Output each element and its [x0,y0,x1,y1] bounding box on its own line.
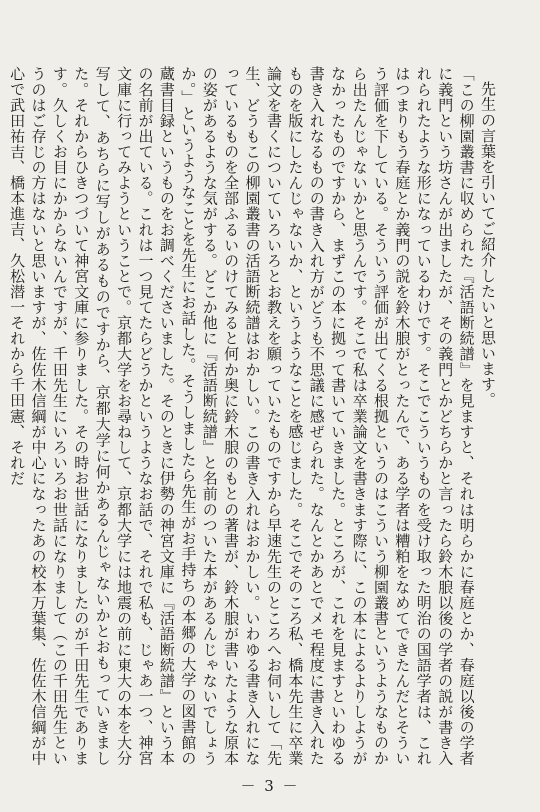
paragraph-intro: 先生の言葉を引いてご紹介したいと思います。 [479,81,497,408]
paragraph-quote: 「この柳園叢書に収められた『活語断続譜』を見ますと、それは明らかに春庭とか、春庭以後の学者に義門という坊さんが出ましたが、その義門とかどちらかと言ったら鈴木朖以後の学者の説が書き入れられたような形になっているわけです。そこでこういうものを受け取った明治の国語学者は、これはつまりもう春庭とか義門の説を鈴木朖がとったんで、ある学者は糟粕をなめてできたんだとそういう評価を下している。そういう評価が出てくる根拠というのはこういう柳園叢書というようなものから出たんじゃないかと思うんです。そこで私は卒業論文を書きます際に、この本によるよりしようがなかったものですから、まずこの本に拠って書いていきました。ところが、これを見ますといわゆる書き入れなるものの書き入れ方がどうも不思議に感ぜられた。なんとかあとでメモ程度に書き入れたものを版にしたんじゃないか、というようなことを感じました。そこでそのころ私、橋本先生に卒業論文を書くについていろいろとお教えを願っていたものですから早速先生のところへお伺いして「先生、どうもこの柳園叢書の活語断続譜はおかしい。この書き入れはおかしい。いわゆる書き入れになっているものを全部ふるいのけてみると何か奥に鈴木朖のもとの著書が、鈴木朖が書いたような原本の姿があるような気がする。どこか他に『活語断続譜』と名前のついた本があるんじゃないでしょうか。」というようなことを先生にお話した。そうしましたら先生がお手持ちの本郷の大学の図書館の蔵書目録というものをお調べくださいました。そのときに伊勢の神宮文庫に『活語断続譜』という本の名前が出ている。これは一つ見てたらどうかというようなお話で、それで私も、じゃあ一つ、神宮文庫に行ってみようということで。京都大学をお尋ねして、京都大学には地震の前に東大の本を大分写して、あちらに写しがあるものですから、京都大学に何かあるんじゃないかとおもっていきました。それからひきつづいて神宮文庫に参りました。その時お世話になりましたのが千田先生であります。久しくお目にかからないんですが、千田先生にいろいろお世話になりまして（この千田先生というのはご存じの方はないと思いますが、佐佐木信綱が中心になったあの校本万葉集、佐佐木信綱が中心で武田祐吉、橋本進吉、久松潜一それから千田憲、それだ [8,66,476,766]
vertical-text-block [8,66,498,766]
page-number: － 3 － [240,777,300,795]
